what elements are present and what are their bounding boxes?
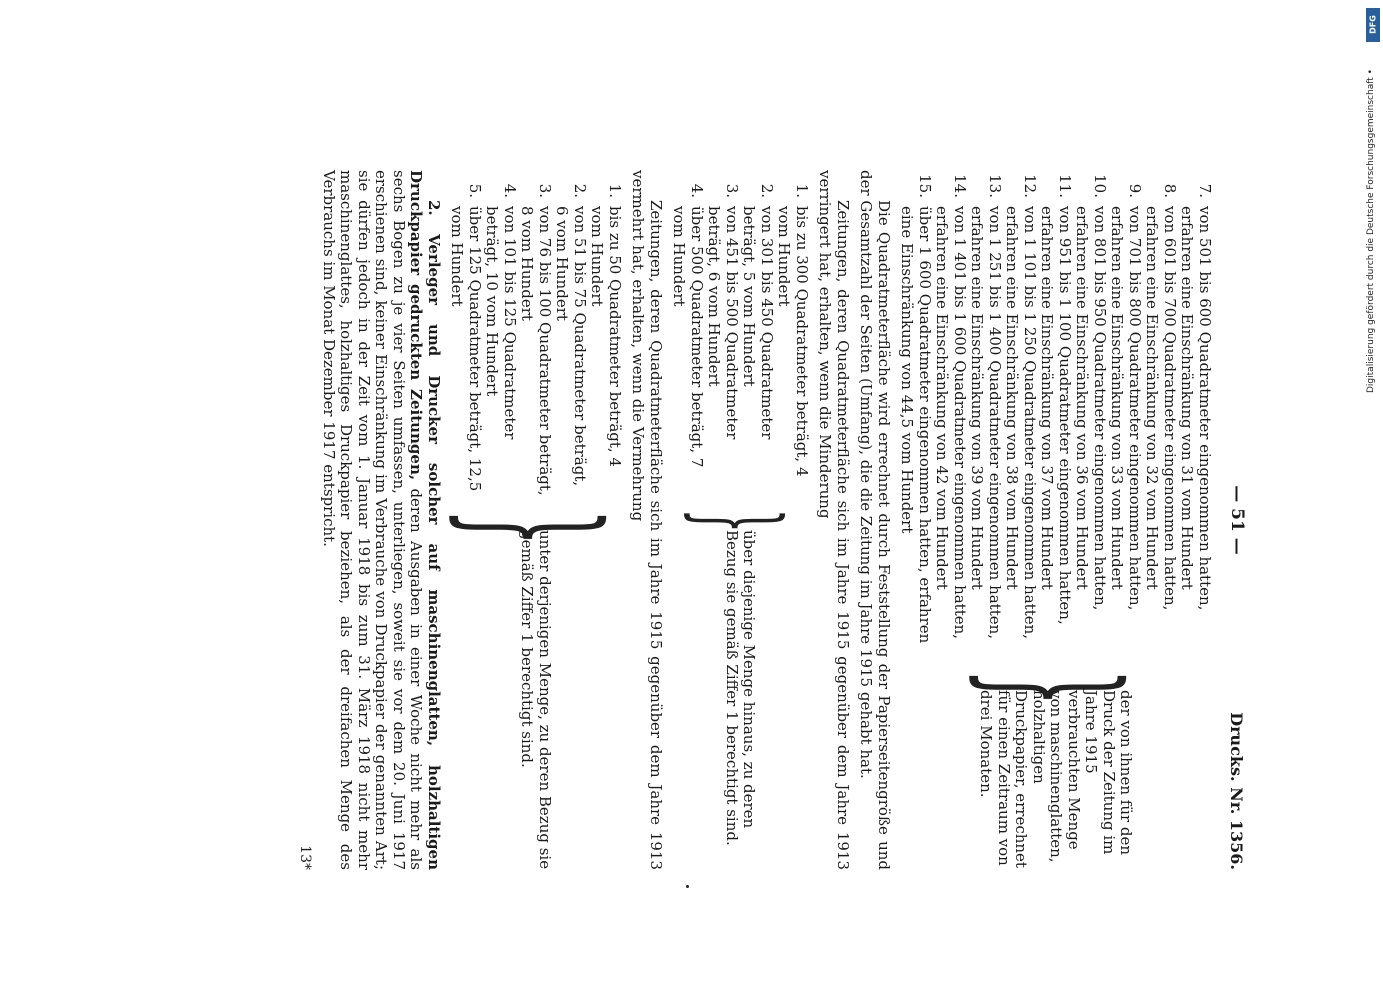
list-item: 8. von 601 bis 700 Quadratmeter eingenommen hatten, erfahren eine Einschränkung von 32 vom Hundert bbox=[1143, 183, 1179, 611]
signature-mark: 13* bbox=[297, 845, 314, 870]
brace: } bbox=[676, 508, 804, 533]
list-item: 10. von 801 bis 950 Quadratmeter eingenommen hatten, erfahren eine Einschränkung von 36 vom Hundert bbox=[1073, 174, 1109, 611]
list-item: 13. von 1 251 bis 1 400 Quadratmeter eingenommen hatten, erfahren eine Einschränkung von 39 vom Hundert bbox=[968, 174, 1004, 640]
signature-row bbox=[294, 170, 314, 870]
list-b-side-text: über diejenige Menge hinaus, zu deren Bezug sie gemäß Ziffer 1 berechtigt sind. bbox=[723, 530, 759, 846]
list-item: 11. von 951 bis 1 100 Quadratmeter eingenommen hatten, erfahren eine Einschränkung von 37 vom Hundert bbox=[1038, 174, 1074, 625]
list-a-block bbox=[898, 170, 1213, 870]
document-reference: Drucks. Nr. 1356. bbox=[1227, 712, 1246, 870]
list-item: 1. bis zu 300 Quadratmeter beträgt, 4 vom Hundert bbox=[775, 183, 811, 477]
list-item: 4. über 500 Quadratmeter beträgt, 7 vom Hundert bbox=[670, 183, 706, 468]
dfg-logo: DFG bbox=[1366, 8, 1380, 42]
list-item: 3. von 451 bis 500 Quadratmeter beträgt, 6 vom Hundert bbox=[705, 183, 741, 440]
list-c-side-text: unter derjenigen Menge, zu deren Bezug sie gemäß Ziffer 1 berechtigt sind. bbox=[518, 530, 554, 870]
list-item: 1. bis zu 50 Quadratmeter beträgt, 4 vom Hundert bbox=[588, 183, 624, 467]
list-item: 12. von 1 101 bis 1 250 Quadratmeter eingenommen hatten, erfahren eine Einschränkung von 38 vom Hundert bbox=[1003, 174, 1039, 640]
section-2-text: deren Ausgaben in einer Woche nicht mehr als sechs Bogen zu je vier Seiten umfassen, unterliegen, soweit sie vor dem 20. Juni 1917 erschienen sind, keiner Einschränkung im Verbrauche von Druckpapier der genannten Art; sie dürfen jedoch in der Zeit vom 1. Januar 1918 bis zum 31. März 1918 nicht mehr maschinenglattes, holzhaltiges Druckpapier beziehen, als der dreifachen Menge des Verbrauchs im Monat Dezember 1917 entspricht. bbox=[320, 170, 426, 870]
list-a-side-text: der von ihnen für den Druck der Zeitung im Jahre 1915 verbrauchten Menge von maschinenglatten, holzhaltigen Druckpapier, errechnet für einen Zeitraum von drei Monaten. bbox=[977, 690, 1136, 868]
list-item: 5. über 125 Quadratmeter beträgt, 12,5 vom Hundert bbox=[448, 183, 484, 492]
brace: } bbox=[956, 668, 1155, 707]
list-item: 14. von 1 401 bis 1 600 Quadratmeter eingenommen hatten, erfahren eine Einschränkung von 42 vom Hundert bbox=[933, 174, 969, 640]
page-body bbox=[294, 170, 1214, 870]
list-item: 2. von 51 bis 75 Quadratmeter beträgt, 6 vom Hundert bbox=[553, 183, 589, 487]
list-c-block bbox=[436, 170, 635, 870]
brace: } bbox=[436, 508, 635, 547]
list-item: 7. von 501 bis 600 Quadratmeter eingenommen hatten, erfahren eine Einschränkung von 31 vom Hundert bbox=[1178, 183, 1214, 611]
paragraph-increase: Zeitungen, deren Quadratmeterfläche sich im Jahre 1915 gegenüber dem Jahre 1913 vermehrt hat, erhalten, wenn die Vermehrung bbox=[629, 170, 665, 870]
paragraph-decrease: Zeitungen, deren Quadratmeterfläche sich im Jahre 1915 gegenüber dem Jahre 1913 verringert hat, erhalten, wenn die Minderung bbox=[816, 170, 852, 870]
page-number: — 51 — bbox=[1227, 485, 1247, 555]
list-item: 2. von 301 bis 450 Quadratmeter beträgt, 5 vom Hundert bbox=[740, 183, 776, 440]
paragraph-area: Die Quadratmeterfläche wird errechnet durch Feststellung der Papierseitengröße und der Gesamtzahl der Seiten (Umfang), die die Zeitung im Jahre 1915 gehabt hat. bbox=[857, 170, 893, 870]
dfg-credit bbox=[1366, 8, 1382, 393]
list-item: 15. über 1 600 Quadratmeter eingenommen hatten, erfahren eine Einschränkung von 44,5 vom Hundert bbox=[898, 174, 934, 644]
list-b-block bbox=[670, 170, 810, 870]
document-page bbox=[110, 170, 1245, 870]
stray-mark bbox=[686, 885, 689, 888]
list-a bbox=[898, 170, 1213, 660]
list-item: 3. von 76 bis 100 Quadratmeter beträgt, 8 vom Hundert bbox=[518, 183, 554, 496]
page-header bbox=[1221, 170, 1245, 870]
section-2-lead: Verleger und Drucker solcher auf maschinenglatten, holzhaltigen Druckpapier gedruckten Zeitungen, bbox=[407, 170, 443, 870]
list-c bbox=[448, 170, 623, 500]
section-2 bbox=[320, 170, 443, 870]
section-2-number: 2. bbox=[425, 200, 443, 216]
list-item: 9. von 701 bis 800 Quadratmeter eingenommen hatten, erfahren eine Einschränkung von 33 vom Hundert bbox=[1108, 183, 1144, 611]
list-item: 4. von 101 bis 125 Quadratmeter beträgt, 10 vom Hundert bbox=[483, 183, 519, 440]
dfg-credit-text: Digitalisierung gefördert durch die Deutsche Forschungsgemeinschaft • bbox=[1366, 69, 1376, 393]
list-b bbox=[670, 170, 810, 500]
